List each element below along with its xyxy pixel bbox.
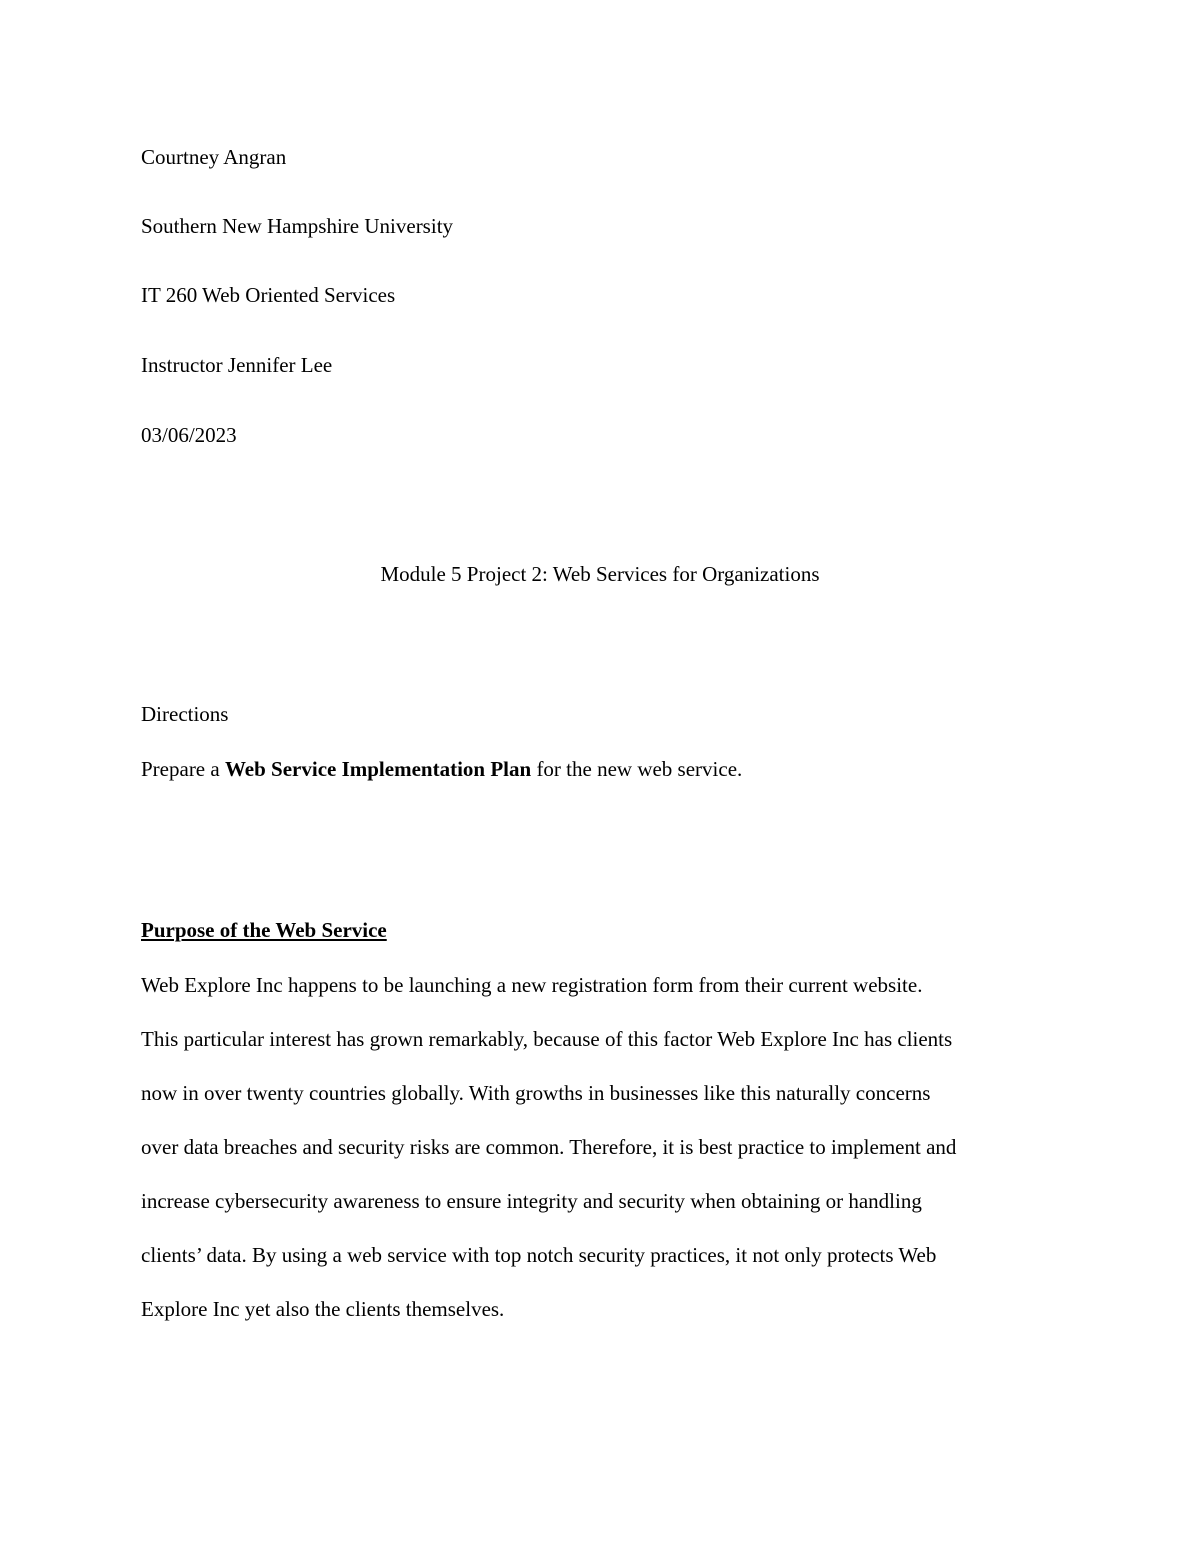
submission-date: 03/06/2023: [141, 423, 237, 447]
course-name: IT 260 Web Oriented Services: [141, 283, 396, 307]
paragraph-line: Explore Inc yet also the clients themselves.: [141, 1297, 505, 1321]
paragraph-line: increase cybersecurity awareness to ensure integrity and security when obtaining or handling: [141, 1189, 922, 1213]
document-title: Module 5 Project 2: Web Services for Organizations: [380, 562, 820, 586]
instructor-name: Instructor Jennifer Lee: [141, 353, 333, 377]
author-name: Courtney Angran: [141, 145, 287, 169]
directions-label: Directions: [141, 702, 229, 726]
directions-prefix: Prepare a: [141, 757, 225, 781]
paragraph-line: now in over twenty countries globally. With growths in businesses like this naturally concerns: [141, 1081, 931, 1105]
institution-name: Southern New Hampshire University: [141, 214, 454, 238]
directions-text: [141, 755, 742, 783]
directions-suffix: for the new web service.: [531, 757, 743, 781]
directions-emphasis: Web Service Implementation Plan: [224, 757, 532, 781]
paragraph-line: clients’ data. By using a web service with top notch security practices, it not only protects Web: [141, 1243, 937, 1267]
paragraph-line: This particular interest has grown remarkably, because of this factor Web Explore Inc has clients: [141, 1027, 953, 1051]
paragraph-line: Web Explore Inc happens to be launching a new registration form from their current website.: [141, 973, 923, 997]
paragraph-line: over data breaches and security risks are common. Therefore, it is best practice to implement and: [141, 1135, 957, 1159]
section-heading: Purpose of the Web Service: [141, 918, 387, 942]
